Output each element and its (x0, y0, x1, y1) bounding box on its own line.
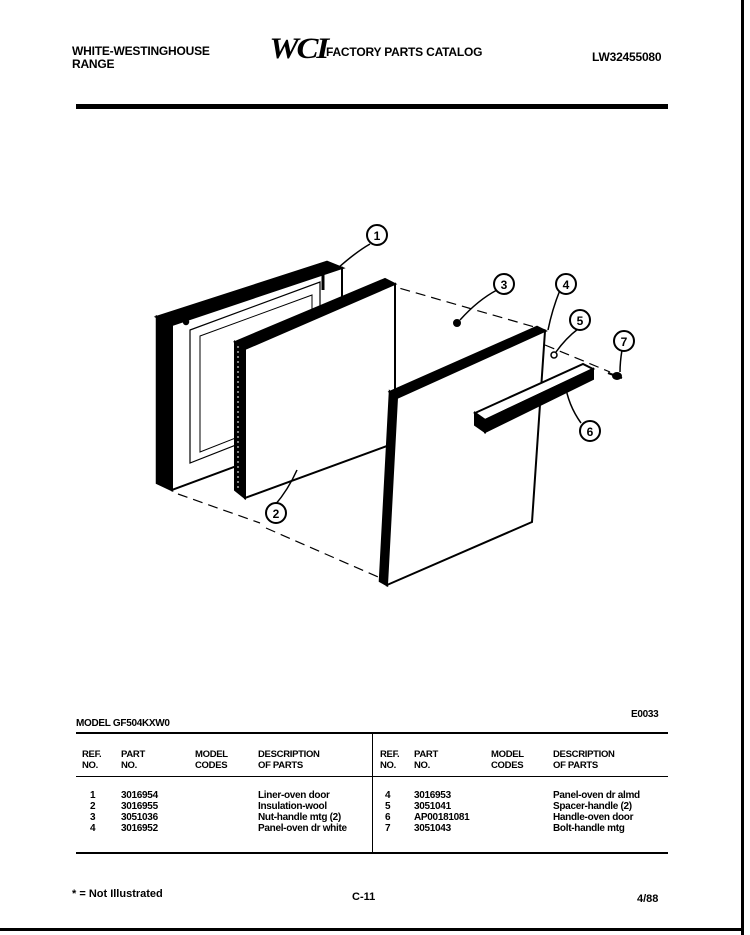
brand-line-1: WHITE-WESTINGHOUSE (72, 44, 210, 58)
right-header-ref: REF. NO. (380, 749, 400, 771)
table-cell: 3016954 (121, 790, 158, 801)
table-cell: Insulation-wool (258, 801, 327, 812)
callout-5-label: 5 (576, 314, 584, 328)
table-cell: 3 (90, 812, 96, 823)
left-desc-column (258, 790, 347, 834)
wci-logo: WCI (269, 32, 327, 65)
left-header-desc: DESCRIPTION OF PARTS (258, 749, 320, 771)
callout-2-label: 2 (272, 507, 280, 521)
drawing-code: E0033 (631, 709, 659, 720)
left-part-column (121, 790, 158, 834)
table-cell: 3016955 (121, 801, 158, 812)
callout-3-label: 3 (500, 278, 508, 292)
left-ref-column (90, 790, 95, 834)
table-cell: 3016952 (121, 823, 158, 834)
right-part-column (414, 790, 469, 834)
callout-6-label: 6 (586, 425, 594, 439)
table-cell: Nut-handle mtg (2) (258, 812, 341, 823)
table-cell: Bolt-handle mtg (553, 823, 625, 834)
page-number: C-11 (352, 891, 376, 903)
callout-7-label: 7 (620, 335, 628, 349)
right-ref-column (385, 790, 390, 834)
table-cell: Liner-oven door (258, 790, 330, 801)
part-spacer (551, 352, 557, 358)
table-cell: 3051041 (414, 801, 451, 812)
left-header-part: PART NO. (121, 749, 145, 771)
table-cell: Panel-oven dr almd (553, 790, 640, 801)
table-cell: 3051036 (121, 812, 158, 823)
table-cell: 1 (90, 790, 96, 801)
left-header-model: MODEL CODES (195, 749, 228, 771)
right-header-desc: DESCRIPTION OF PARTS (553, 749, 615, 771)
callout-4-label: 4 (562, 278, 570, 292)
table-cell: 4 (90, 823, 96, 834)
table-cell: Panel-oven dr white (258, 823, 347, 834)
left-header-ref: REF. NO. (82, 749, 102, 771)
right-desc-column (553, 790, 640, 834)
table-cell: 3051043 (414, 823, 451, 834)
table-cell: Handle-oven door (553, 812, 634, 823)
table-cell: 2 (90, 801, 96, 812)
model-label: MODEL GF504KXW0 (76, 718, 170, 729)
right-header-model: MODEL CODES (491, 749, 524, 771)
brand-line-2: RANGE (72, 57, 115, 71)
part-bolt (608, 373, 622, 379)
callout-1-label: 1 (373, 229, 381, 243)
table-cell: 5 (385, 801, 391, 812)
catalog-title: FACTORY PARTS CATALOG (326, 45, 483, 59)
not-illustrated-note: * = Not Illustrated (72, 888, 163, 900)
right-header-part: PART NO. (414, 749, 438, 771)
table-cell: 7 (385, 823, 391, 834)
part-nut (454, 320, 461, 327)
catalog-date: 4/88 (637, 893, 659, 905)
table-divider (372, 733, 373, 853)
table-cell: AP00181081 (414, 812, 470, 823)
table-cell: 4 (385, 790, 391, 801)
catalog-number: LW32455080 (592, 50, 662, 64)
table-cell: 3016953 (414, 790, 451, 801)
table-cell: 6 (385, 812, 391, 823)
part-panel-oven-door (380, 327, 545, 585)
table-cell: Spacer-handle (2) (553, 801, 632, 812)
scan-border-bottom (0, 928, 744, 931)
